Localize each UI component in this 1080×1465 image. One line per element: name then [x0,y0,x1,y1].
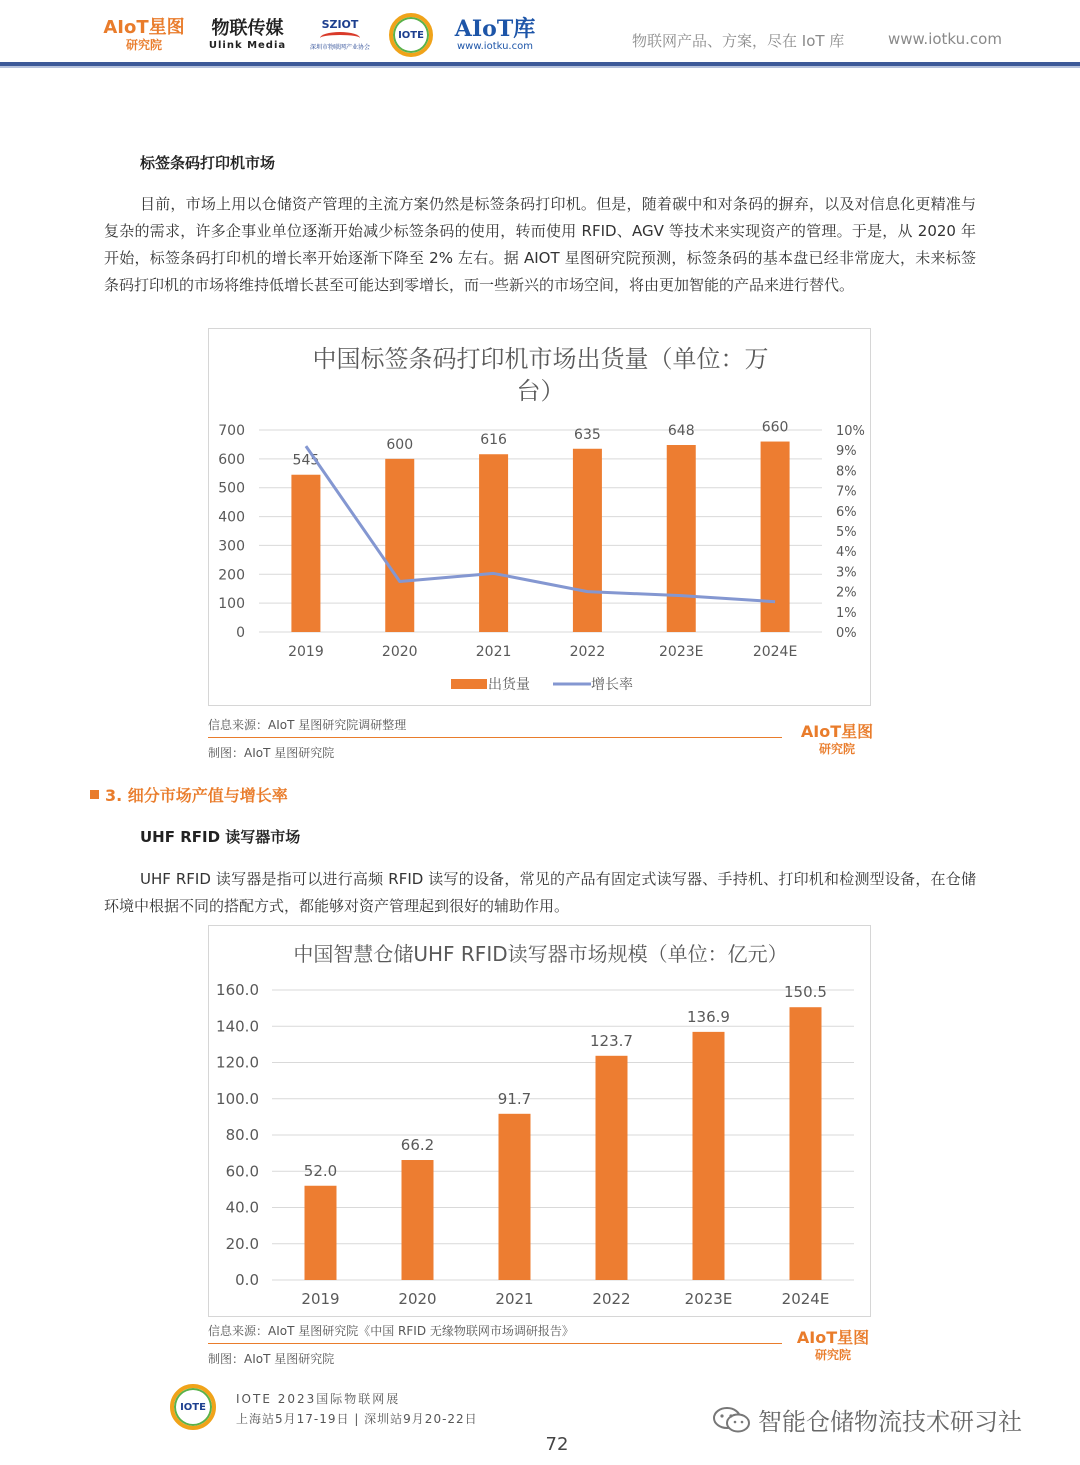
bar [291,475,320,632]
y2-tick-label: 7% [836,484,857,500]
y-tick-label: 300 [218,538,245,555]
bar [385,459,414,632]
bar [499,1114,531,1280]
y2-tick-label: 10% [836,424,865,439]
y2-tick-label: 8% [836,464,857,480]
bar-value-label: 545 [292,452,320,469]
x-tick-label: 2022 [569,644,606,660]
y2-tick-label: 1% [836,605,857,621]
bar-value-label: 616 [480,432,507,449]
bar-value-label: 660 [761,419,789,436]
header-url[interactable]: www.iotku.com [888,30,1002,48]
bar-value-label: 91.7 [497,1089,532,1108]
legend-label-growth: 增长率 [591,677,633,693]
iote-logo: IOTE [387,12,435,58]
y-tick-label: 20.0 [225,1234,259,1253]
bar [790,1007,822,1280]
y-tick-label: 100.0 [216,1089,259,1108]
chart2-maker: 制图：AIoT 星图研究院 [208,1352,335,1366]
y-tick-label: 0.0 [235,1271,259,1289]
section-heading-3: 3. 细分市场产值与增长率 [90,783,288,806]
x-tick-label: 2019 [288,644,324,660]
x-tick-label: 2024E [781,1290,830,1308]
y-tick-label: 600 [218,451,245,468]
x-tick-label: 2021 [475,644,512,660]
sziot-swoosh-icon [320,32,360,44]
y-tick-label: 60.0 [225,1162,259,1181]
x-tick-label: 2019 [301,1290,340,1308]
bar-value-label: 600 [386,436,414,453]
bar [761,442,790,632]
wechat-icon [712,1405,752,1435]
y-tick-label: 40.0 [225,1198,259,1217]
bar [573,449,602,632]
y2-tick-label: 9% [836,444,857,460]
legend-swatch-shipments [451,679,487,689]
y-tick-label: 0 [236,625,245,641]
chart1-maker: 制图：AIoT 星图研究院 [208,746,335,760]
chart2-brand-logo: AIoT星图 研究院 [796,1328,870,1362]
x-tick-label: 2023E [659,644,704,660]
paragraph-label-printer: 目前，市场上用以仓储资产管理的主流方案仍然是标签条码打印机。但是，随着碳中和对条码的摒弃，以及对信息化更精准与复杂的需求，许多企事业单位逐渐开始减少标签条码的使用，转而使用 RFID、AGV 等技术来实现资产的管理。于是，从 2020 年开始，标签条码打印机的增长率开始逐渐下降至 2% 左右。据 AIOT 星图研究院预测，标签条码的基本盘已经非常庞大，未来标签条码打印机的市场将维持低增长甚至可能达到零增长，而一些新兴的市场空间，将由更加智能的产品来进行替代。 [104,195,976,294]
section-bullet-icon [90,790,99,799]
subheading-label-printer: 标签条码打印机市场 [140,154,276,172]
legend-label-shipments: 出货量 [488,677,530,693]
chart-printer-svg [209,329,872,707]
chart-printer-shipments [208,328,871,706]
chart-uhf-svg [209,926,872,1318]
bar [693,1032,725,1280]
y-tick-label: 140.0 [216,1017,259,1036]
growth-rate-line [306,446,775,602]
chart-uhf-rfid-market [208,925,871,1317]
aiot-institute-logo: AIoT星图 研究院 [103,17,185,52]
footer-expo-dates: 上海站5月17-19日 | 深圳站9月20-22日 [236,1412,478,1426]
y2-tick-label: 2% [836,585,857,601]
x-tick-label: 2024E [752,644,798,660]
y2-tick-label: 3% [836,565,857,581]
bar-value-label: 52.0 [303,1161,338,1180]
wechat-watermark: 智能仓储物流技术研习社 [712,1402,1022,1437]
y-tick-label: 160.0 [216,981,259,999]
bar [596,1056,628,1280]
x-tick-label: 2021 [495,1290,534,1308]
subheading-uhf-rfid: UHF RFID 读写器市场 [140,828,301,846]
chart2-source: 信息来源：AIoT 星图研究院《中国 RFID 无缘物联网市场调研报告》 [208,1324,574,1338]
x-tick-label: 2022 [592,1290,631,1308]
chart1-source: 信息来源：AIoT 星图研究院调研整理 [208,718,407,732]
sziot-logo: SZIOT 深圳市物联网产业协会 [309,18,370,51]
y-tick-label: 80.0 [225,1126,259,1144]
chart1-source-divider [208,737,782,738]
page-header [0,0,1080,66]
chart1-brand-logo: AIoT星图 研究院 [800,722,874,756]
paragraph-uhf-rfid: UHF RFID 读写器是指可以进行高频 RFID 读写的设备，常见的产品有固定式读写器、手持机、打印机和检测型设备，在仓储环境中根据不同的搭配方式，都能够对资产管理起到很好的辅助作用。 [104,870,976,915]
chart-title: 中国标签条码打印机市场出货量（单位：万 台） [312,345,769,405]
y-tick-label: 120.0 [216,1053,259,1072]
bar-value-label: 150.5 [784,983,827,1002]
bar-value-label: 123.7 [590,1031,633,1050]
y2-tick-label: 5% [836,525,857,540]
y-tick-label: 700 [218,423,245,439]
y2-tick-label: 4% [836,545,857,561]
y-tick-label: 100 [218,596,245,613]
y-tick-label: 500 [218,480,245,497]
bar [479,454,508,632]
chart2-source-divider [208,1343,782,1344]
x-tick-label: 2020 [381,644,418,660]
page-number: 72 [545,1434,569,1455]
iote-footer-logo: IOTE [170,1384,218,1432]
bar-value-label: 66.2 [400,1136,435,1155]
y2-tick-label: 6% [836,504,857,520]
y-tick-label: 200 [218,567,245,584]
bar-value-label: 648 [667,423,695,440]
header-slogan: 物联网产品、方案，尽在 IoT 库 [632,32,845,50]
bar [305,1186,337,1280]
chart2-title: 中国智慧仓储UHF RFID读写器市场规模（单位：亿元） [293,942,788,966]
bar [667,445,696,632]
y-tick-label: 400 [218,509,245,526]
ulink-media-logo: 物联传媒 Ulink Media [208,18,287,51]
x-tick-label: 2023E [684,1290,733,1308]
x-tick-label: 2020 [398,1290,437,1308]
footer-expo-title: IOTE 2023国际物联网展 [236,1392,401,1406]
header-divider-light [0,66,1080,68]
aiotku-logo: AIoT库 www.iotku.com [454,16,536,52]
bar-value-label: 635 [574,426,601,443]
y2-tick-label: 0% [836,626,857,641]
bar [402,1160,434,1280]
bar-value-label: 136.9 [687,1007,730,1026]
